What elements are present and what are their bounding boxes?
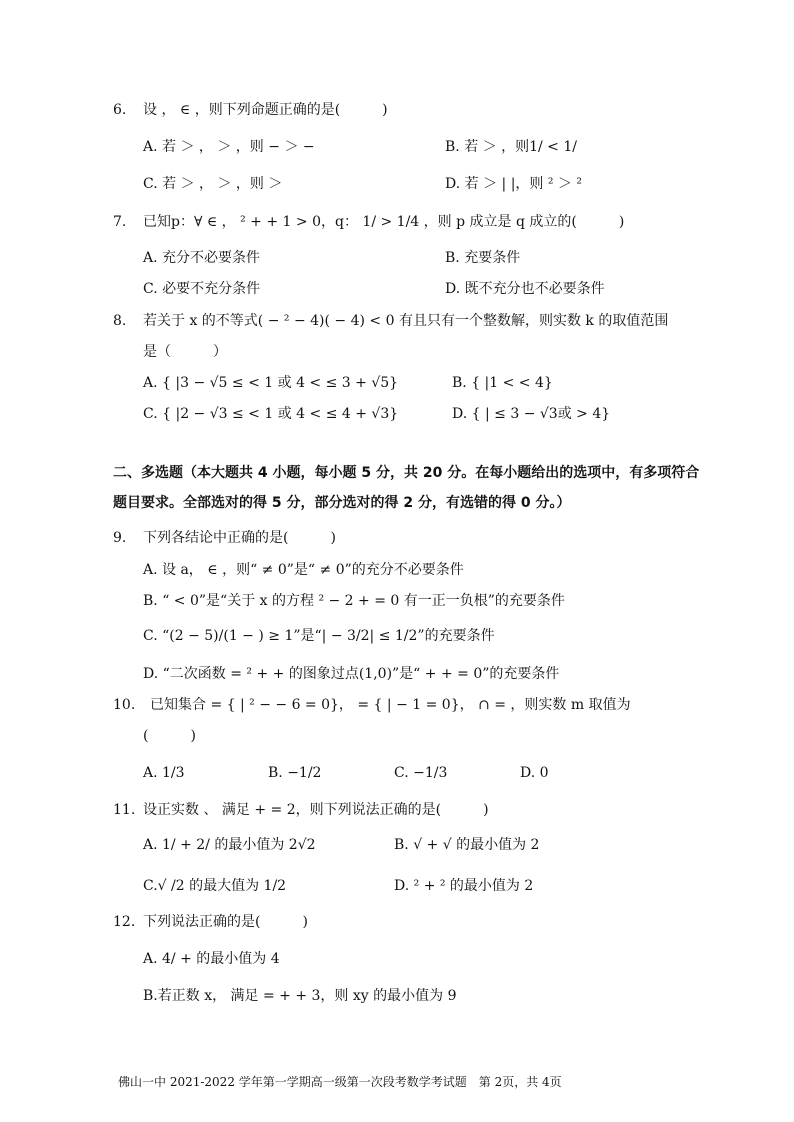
q12-option-a: A. 4/ + 的最小值为 4 bbox=[143, 951, 280, 967]
section-heading-line-1: 二、多选题（本大题共 4 小题，每小题 5 分，共 20 分。在每小题给出的选项中，有多项符合 bbox=[113, 465, 700, 481]
q9-option-c: C. “(2 − 5)/(1 − ) ≥ 1”是“| − 3/2| ≤ 1/2”的充要条件 bbox=[143, 628, 495, 644]
q6-option-c: C. 若 ＞ ， ＞ ，则 ＞ bbox=[143, 176, 283, 192]
q10-option-b: B. −1/2 bbox=[268, 765, 322, 781]
q10-option-d: D. 0 bbox=[520, 765, 549, 781]
q10-stem: 已知集合 = { | ² − − 6 = 0}， = { | − 1 = 0}， ∩ = ，则实数 m 取值为 bbox=[150, 697, 631, 713]
q12-stem: 下列说法正确的是( ) bbox=[143, 914, 308, 930]
q11-option-b: B. √ + √ 的最小值为 2 bbox=[394, 837, 540, 853]
q11-number: 11. bbox=[113, 802, 136, 818]
q6-option-b: B. 若 ＞ ，则1/ < 1/ bbox=[445, 139, 577, 155]
q11-option-d: D. ² + ² 的最小值为 2 bbox=[394, 878, 534, 894]
q10-option-a: A. 1/3 bbox=[143, 765, 185, 781]
q8-option-c: C. { |2 − √3 ≤ < 1 或 4 < ≤ 4 + √3} bbox=[143, 406, 399, 422]
page-footer: 佛山一中 2021-2022 学年第一学期高一级第一次段考数学考试题 第 2页，共 4页 bbox=[118, 1075, 562, 1089]
q8-stem-continued: 是（ ） bbox=[143, 344, 227, 360]
q12-number: 12. bbox=[113, 914, 136, 930]
q6-option-a: A. 若 ＞ ， ＞ ，则 − ＞ − bbox=[143, 139, 315, 155]
q8-option-b: B. { |1 < < 4} bbox=[452, 375, 553, 391]
q9-option-a: A. 设 a， ∈ ，则“ ≠ 0”是“ ≠ 0”的充分不必要条件 bbox=[143, 562, 464, 578]
q10-option-c: C. −1/3 bbox=[394, 765, 448, 781]
q6-option-d: D. 若 ＞ | |，则 ² ＞ ² bbox=[445, 176, 582, 192]
q6-stem: 设 ， ∈ ，则下列命题正确的是( ) bbox=[143, 102, 388, 118]
q11-option-c: C.√ /2 的最大值为 1/2 bbox=[143, 878, 287, 894]
q7-option-a: A. 充分不必要条件 bbox=[143, 250, 261, 266]
q9-number: 9. bbox=[113, 530, 127, 546]
q7-number: 7. bbox=[113, 214, 127, 230]
q10-number: 10. bbox=[113, 697, 136, 713]
q8-option-d: D. { | ≤ 3 − √3或 > 4} bbox=[452, 406, 611, 422]
q11-stem: 设正实数 、 满足 + = 2，则下列说法正确的是( ) bbox=[143, 802, 489, 818]
q6-number: 6. bbox=[113, 102, 127, 118]
q11-option-a: A. 1/ + 2/ 的最小值为 2√2 bbox=[143, 837, 316, 853]
q9-option-b: B. “ < 0”是“关于 x 的方程 ² − 2 + = 0 有一正一负根”的充要条件 bbox=[143, 593, 565, 609]
q7-option-b: B. 充要条件 bbox=[445, 250, 521, 266]
q9-option-d: D. “二次函数 = ² + + 的图象过点(1,0)”是“ + + = 0”的充要条件 bbox=[143, 666, 560, 682]
q9-stem: 下列各结论中正确的是( ) bbox=[143, 530, 336, 546]
q8-option-a: A. { |3 − √5 ≤ < 1 或 4 < ≤ 3 + √5} bbox=[143, 375, 399, 391]
q8-number: 8. bbox=[113, 313, 127, 329]
q12-option-b: B.若正数 x， 满足 = + + 3，则 xy 的最小值为 9 bbox=[143, 988, 457, 1004]
q7-stem: 已知p：∀ ∈ ， ² + + 1 > 0，q： 1/ > 1/4 ，则 p 成立是 q 成立的( ) bbox=[143, 214, 625, 230]
q7-option-c: C. 必要不充分条件 bbox=[143, 281, 261, 297]
q7-option-d: D. 既不充分也不必要条件 bbox=[445, 281, 605, 297]
q10-stem-continued: ( ) bbox=[143, 728, 196, 744]
section-heading-line-2: 题目要求。全部选对的得 5 分，部分选对的得 2 分，有选错的得 0 分。） bbox=[113, 495, 571, 511]
q8-stem: 若关于 x 的不等式( − ² − 4)( − 4) < 0 有且只有一个整数解，则实数 k 的取值范围 bbox=[143, 313, 669, 329]
